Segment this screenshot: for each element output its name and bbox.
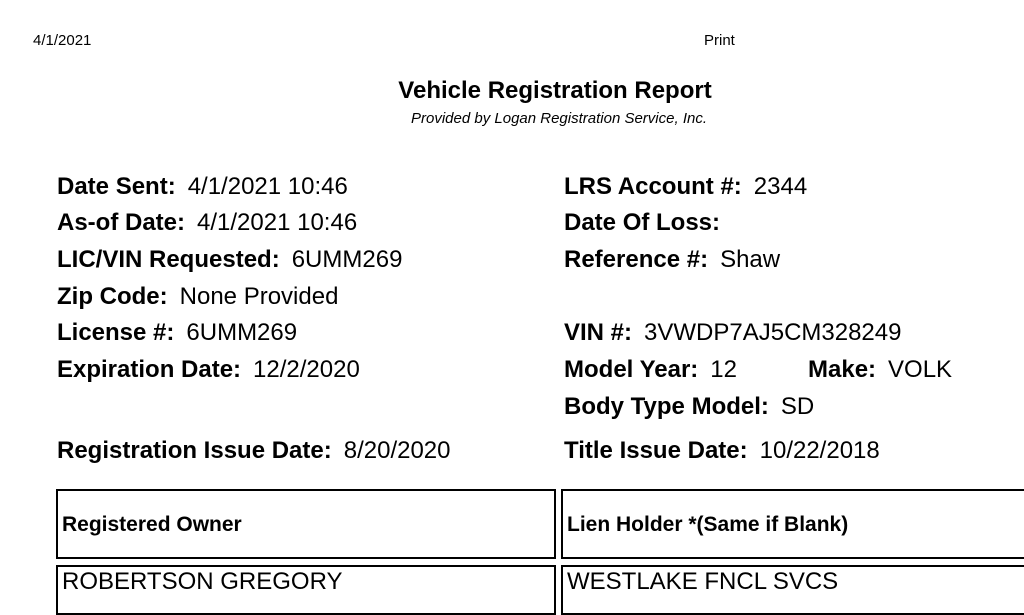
- lic-vin-requested-label: LIC/VIN Requested:: [57, 246, 280, 273]
- date-sent-label: Date Sent:: [57, 173, 176, 200]
- date-of-loss-label: Date Of Loss:: [564, 209, 721, 236]
- report-subtitle: Provided by Logan Registration Service, Inc.: [411, 110, 707, 127]
- license-number-field: [57, 319, 297, 347]
- registered-owner-header: Registered Owner: [62, 513, 242, 536]
- date-sent-field: [57, 173, 348, 201]
- make-label: Make:: [808, 356, 877, 383]
- date-of-loss-field: [564, 209, 732, 237]
- reference-label: Reference #:: [564, 246, 709, 273]
- lrs-account-value: 2344: [753, 173, 808, 200]
- lien-holder-value-cell: [561, 565, 1024, 615]
- license-number-value: 6UMM269: [186, 319, 298, 346]
- body-type-model-field: [564, 393, 814, 421]
- zip-code-label: Zip Code:: [57, 283, 168, 310]
- as-of-date-value: 4/1/2021 10:46: [197, 209, 358, 236]
- lien-holder-name: WESTLAKE FNCL SVCS: [567, 568, 839, 595]
- registered-owner-name: ROBERTSON GREGORY: [62, 568, 343, 595]
- report-title: Vehicle Registration Report: [398, 77, 712, 104]
- print-date: 4/1/2021: [33, 32, 92, 49]
- expiration-date-value: 12/2/2020: [253, 356, 360, 383]
- registration-issue-date-value: 8/20/2020: [343, 437, 451, 464]
- print-link[interactable]: Print: [704, 32, 735, 49]
- model-year-label: Model Year:: [564, 356, 699, 383]
- reference-value: Shaw: [720, 246, 781, 273]
- vin-field: [564, 319, 901, 347]
- model-year-field: [564, 356, 737, 384]
- registered-owner-value-cell: [56, 565, 556, 615]
- model-year-value: 12: [710, 356, 737, 383]
- make-value: VOLK: [888, 356, 953, 383]
- make-field: [808, 356, 952, 384]
- as-of-date-field: [57, 209, 357, 237]
- body-type-model-value: SD: [780, 393, 815, 420]
- registration-issue-date-label: Registration Issue Date:: [57, 437, 332, 464]
- body-type-model-label: Body Type Model:: [564, 393, 769, 420]
- lien-holder-header-cell: [561, 489, 1024, 559]
- reference-field: [564, 246, 780, 274]
- lic-vin-requested-value: 6UMM269: [291, 246, 403, 273]
- zip-code-field: [57, 283, 338, 311]
- registration-issue-date-field: [57, 437, 451, 465]
- title-issue-date-value: 10/22/2018: [759, 437, 880, 464]
- expiration-date-field: [57, 356, 360, 384]
- lien-holder-header: Lien Holder *(Same if Blank): [567, 513, 849, 536]
- license-number-label: License #:: [57, 319, 175, 346]
- lrs-account-field: [564, 173, 807, 201]
- lrs-account-label: LRS Account #:: [564, 173, 742, 200]
- expiration-date-label: Expiration Date:: [57, 356, 242, 383]
- date-sent-value: 4/1/2021 10:46: [187, 173, 348, 200]
- zip-code-value: None Provided: [179, 283, 339, 310]
- vin-value: 3VWDP7AJ5CM328249: [644, 319, 902, 346]
- title-issue-date-field: [564, 437, 880, 465]
- as-of-date-label: As-of Date:: [57, 209, 186, 236]
- title-issue-date-label: Title Issue Date:: [564, 437, 748, 464]
- registered-owner-header-cell: [56, 489, 556, 559]
- lic-vin-requested-field: [57, 246, 402, 274]
- vin-label: VIN #:: [564, 319, 633, 346]
